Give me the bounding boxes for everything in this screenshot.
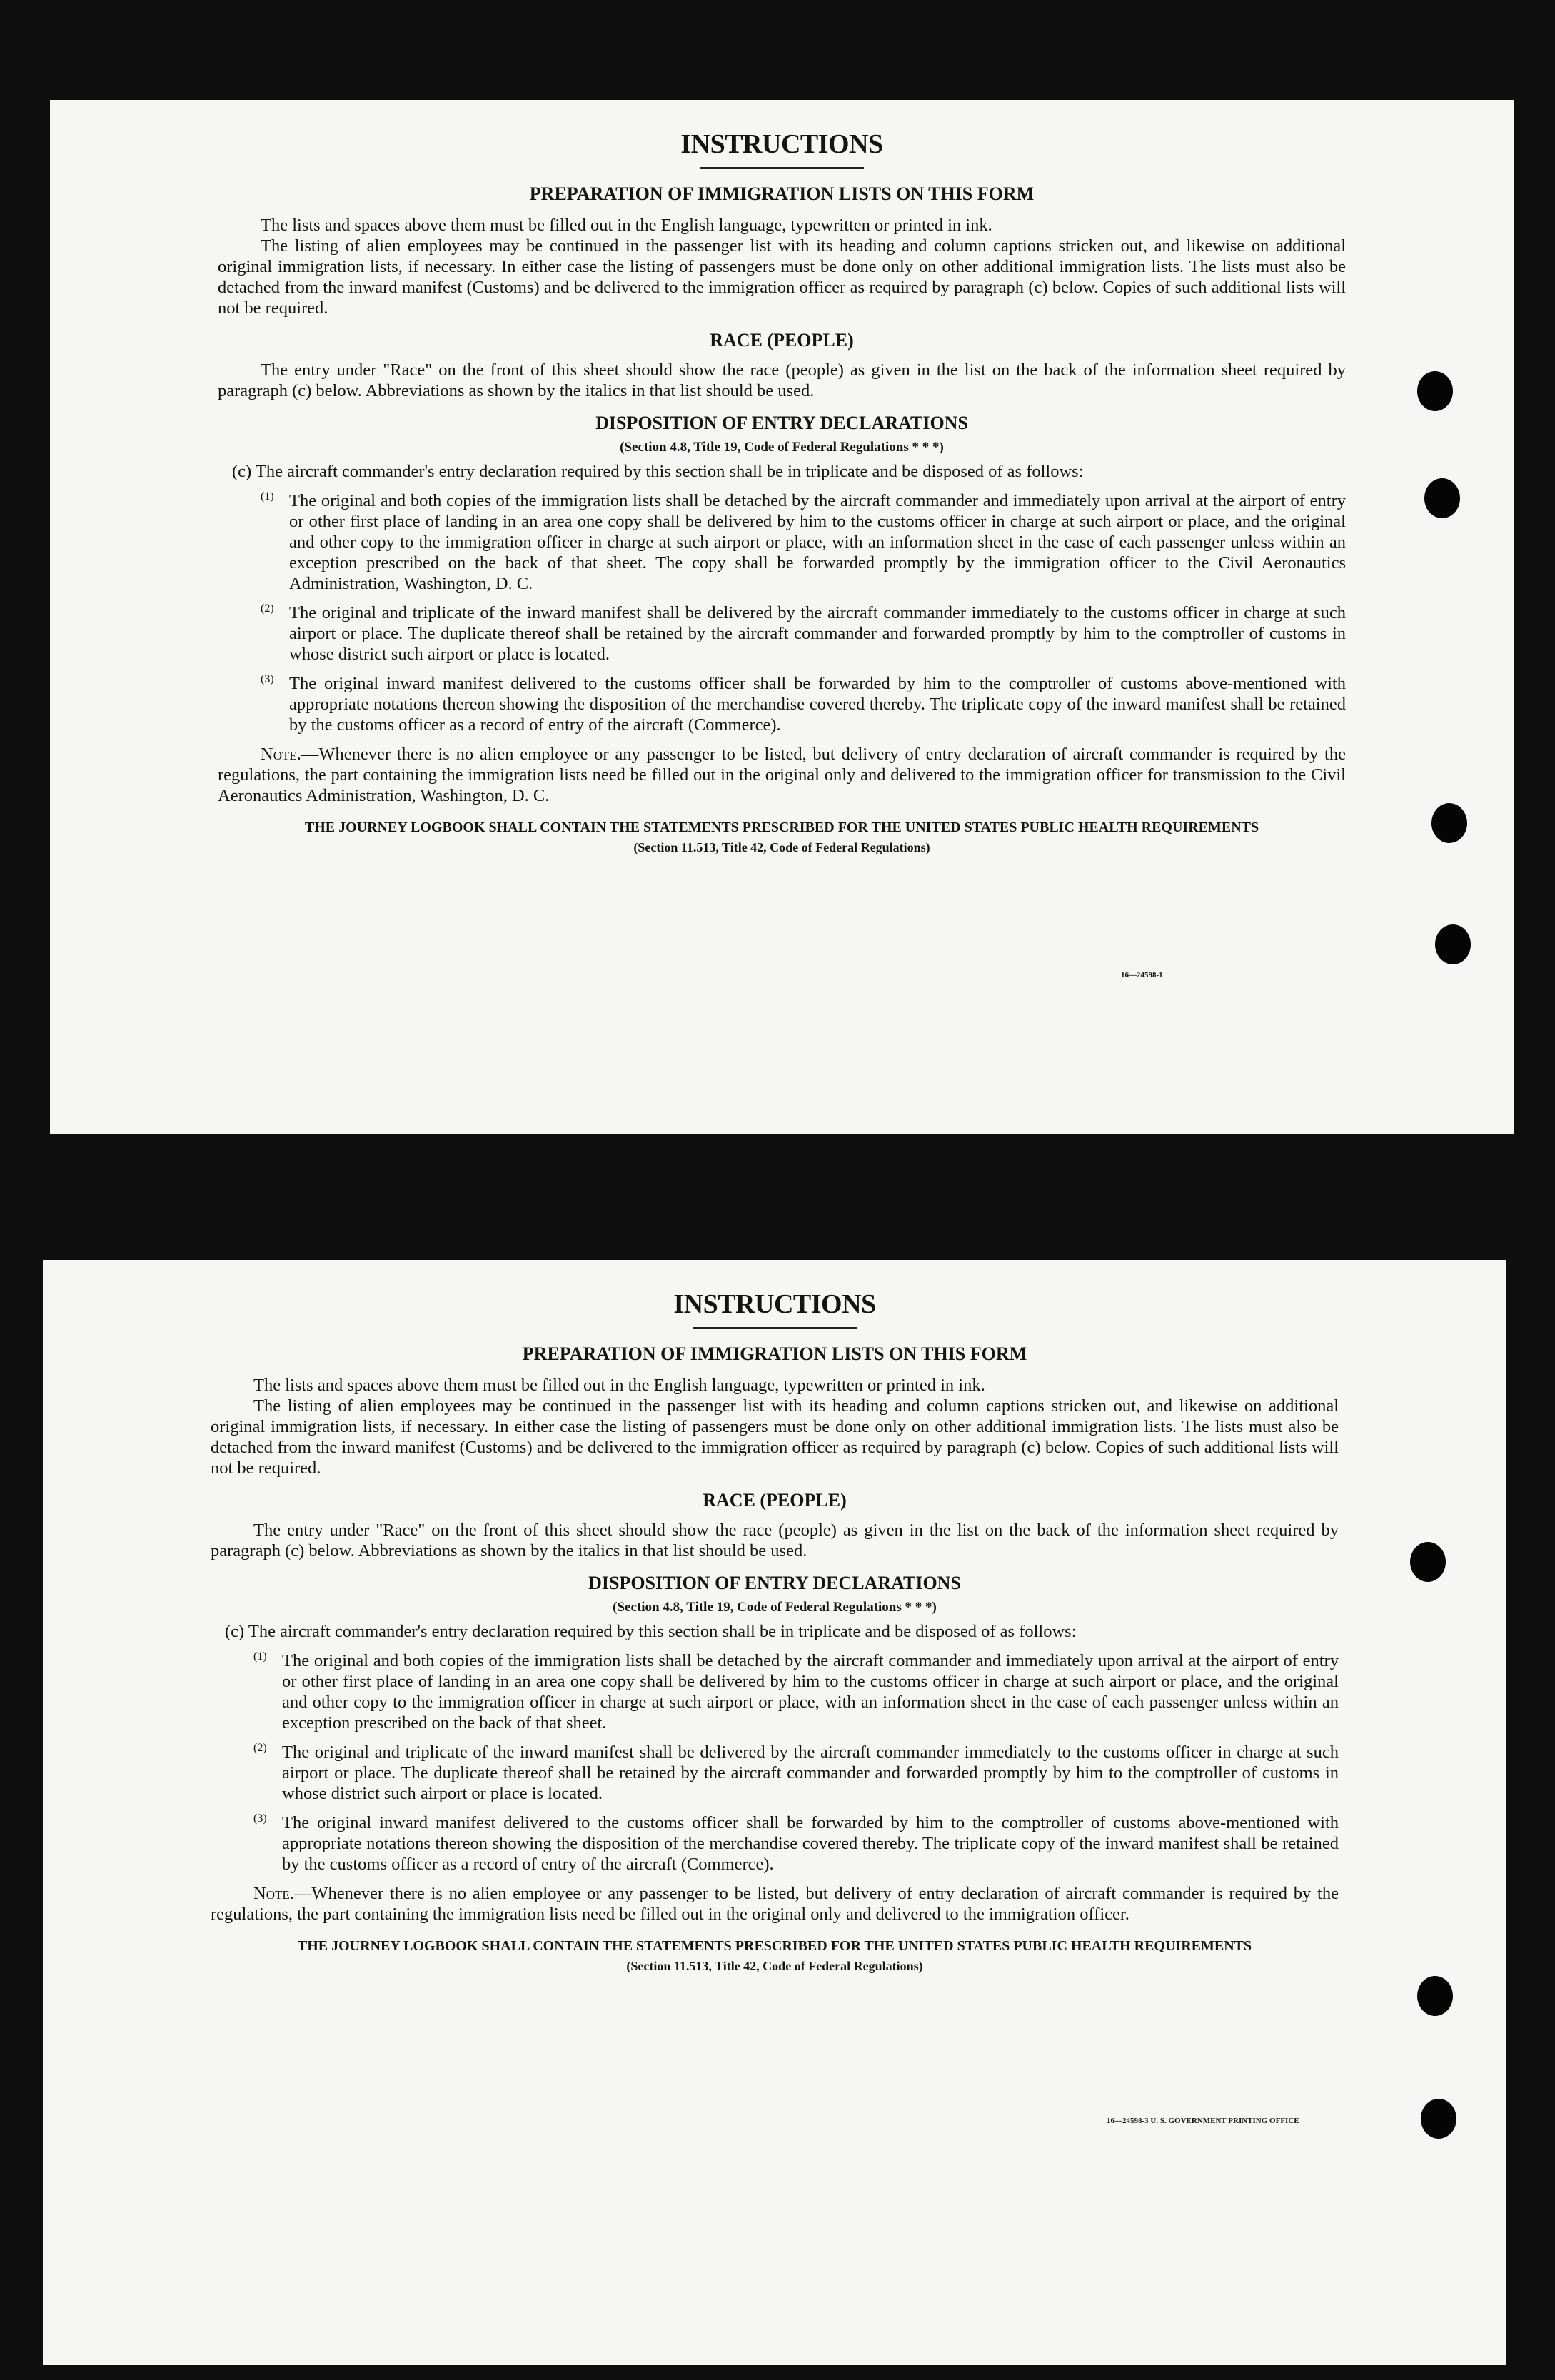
item-number: (3) — [261, 673, 274, 685]
prep-paragraph-2: The listing of alien employees may be continued in the passenger list with its heading and column captions stricken out, and likewise on additional original immigration lists, if necessary. In either case the listing of passengers must be done only on other additional immigration lists. The lists must also be detached from the inward manifest (Customs) and be delivered to the immigration officer as required by paragraph (c) below. Copies of such additional lists will not be required. — [218, 236, 1346, 318]
journey-statement: THE JOURNEY LOGBOOK SHALL CONTAIN THE STATEMENTS PRESCRIBED FOR THE UNITED STATES PUBLIC HEALTH REQUIREMENTS — [304, 820, 1259, 835]
note-paragraph — [218, 744, 1346, 806]
journey-section-ref: (Section 11.513, Title 42, Code of Federal Regulations) — [626, 1959, 923, 1973]
body-column — [218, 183, 1346, 806]
journey-section-ref: (Section 11.513, Title 42, Code of Federal Regulations) — [633, 840, 930, 854]
item-number: (2) — [261, 602, 274, 615]
item-number: (1) — [253, 1650, 267, 1663]
sheet-content — [43, 1289, 1506, 1976]
disposition-section-ref: (Section 4.8, Title 19, Code of Federal Regulations * * *) — [613, 1600, 937, 1615]
disposition-item-2 — [218, 602, 1346, 665]
instruction-sheet-bottom — [43, 1260, 1506, 2365]
body-column — [211, 1343, 1339, 1925]
punch-hole — [1410, 1542, 1446, 1582]
punch-hole — [1435, 924, 1471, 964]
race-paragraph: The entry under "Race" on the front of this sheet should show the race (people) as given in the list on the back of the information sheet required by paragraph (c) below. Abbreviations as shown by the italics in that list should be used. — [218, 360, 1346, 400]
disposition-intro: (c) The aircraft commander's entry declaration required by this section shall be in triplicate and be disposed of as follows: — [225, 1622, 1077, 1641]
journey-block — [193, 1936, 1357, 1976]
form-number: 16—24598-1 — [1121, 971, 1163, 979]
punch-hole — [1417, 371, 1453, 411]
race-heading: RACE (PEOPLE) — [703, 1490, 847, 1511]
punch-hole — [1417, 1976, 1453, 2016]
prep-paragraph-2: The listing of alien employees may be continued in the passenger list with its heading and column captions stricken out, and likewise on additional original immigration lists, if necessary. In either case the listing of passengers must be done only on other additional immigration lists. The lists must also be detached from the inward manifest (Customs) and be delivered to the immigration officer as required by paragraph (c) below. Copies of such additional lists will not be required. — [211, 1396, 1339, 1478]
punch-hole — [1431, 803, 1467, 843]
prep-paragraph-1: The lists and spaces above them must be filled out in the English language, typewritten or printed in ink. — [261, 216, 992, 235]
title-rule — [700, 167, 864, 169]
item-number: (3) — [253, 1812, 267, 1825]
prep-paragraph-1: The lists and spaces above them must be filled out in the English language, typewritten or printed in ink. — [253, 1376, 985, 1395]
item-text: The original and both copies of the immigration lists shall be detached by the aircraft commander and immediately upon arrival at the airport of entry or other first place of landing in an area one copy shall be delivered by him to the customs officer in charge at such airport or place, and the original and other copy to the immigration officer in charge at such airport or place, with an information sheet in the case of each passenger unless within an exception prescribed on the back of that sheet. — [282, 1651, 1339, 1733]
disposition-item-1 — [218, 490, 1346, 594]
disposition-item-2 — [211, 1742, 1339, 1804]
disposition-heading: DISPOSITION OF ENTRY DECLARATIONS — [595, 413, 968, 433]
item-text: The original and both copies of the immigration lists shall be detached by the aircraft commander and immediately upon arrival at the airport of entry or other first place of landing in an area one copy shall be delivered by him to the customs officer in charge at such airport or place, and the original and other copy to the immigration officer in charge at such airport or place, with an information sheet in the case of each passenger unless within an exception prescribed on the back of that sheet. The copy shall be forwarded promptly by the immigration officer to the Civil Aeronautics Administration, Washington, D. C. — [289, 491, 1346, 593]
item-number: (1) — [261, 490, 274, 503]
sheet-title: INSTRUCTIONS — [680, 129, 883, 159]
punch-hole — [1421, 2099, 1456, 2139]
prep-heading: PREPARATION OF IMMIGRATION LISTS ON THIS FORM — [522, 1343, 1027, 1364]
item-text: The original inward manifest delivered to the customs officer shall be forwarded by him to the comptroller of customs above-mentioned with appropriate notations thereon showing the disposition of the merchandise covered thereby. The triplicate copy of the inward manifest shall be retained by the customs officer as a record of entry of the aircraft (Commerce). — [282, 1813, 1339, 1874]
item-text: The original and triplicate of the inward manifest shall be delivered by the aircraft commander immediately to the customs officer in charge at such airport or place. The duplicate thereof shall be retained by the aircraft commander and forwarded promptly by him to the comptroller of customs in whose district such airport or place is located. — [289, 603, 1346, 664]
prep-heading: PREPARATION OF IMMIGRATION LISTS ON THIS FORM — [529, 183, 1035, 204]
journey-statement: THE JOURNEY LOGBOOK SHALL CONTAIN THE STATEMENTS PRESCRIBED FOR THE UNITED STATES PUBLIC HEALTH REQUIREMENTS — [297, 1938, 1252, 1954]
item-text: The original inward manifest delivered to the customs officer shall be forwarded by him to the comptroller of customs above-mentioned with appropriate notations thereon showing the disposition of the merchandise covered thereby. The triplicate copy of the inward manifest shall be retained by the customs officer as a record of entry of the aircraft (Commerce). — [289, 674, 1346, 735]
note-paragraph — [211, 1883, 1339, 1925]
punch-hole — [1424, 478, 1460, 518]
disposition-item-3 — [218, 673, 1346, 735]
race-heading: RACE (PEOPLE) — [710, 330, 854, 351]
note-text: —Whenever there is no alien employee or any passenger to be listed, but delivery of entry declaration of aircraft commander is required by the regulations, the part containing the immigration lists need be filled out in the original only and delivered to the immigration officer for transmission to the Civil Aeronautics Administration, Washington, D. C. — [218, 745, 1346, 805]
note-text: —Whenever there is no alien employee or any passenger to be listed, but delivery of entry declaration of aircraft commander is required by the regulations, the part containing the immigration lists need be filled out in the original only and delivered to the immigration officer. — [211, 1884, 1339, 1924]
sheet-content — [50, 128, 1514, 857]
disposition-item-1 — [211, 1650, 1339, 1733]
sheet-title: INSTRUCTIONS — [673, 1289, 876, 1319]
disposition-section-ref: (Section 4.8, Title 19, Code of Federal Regulations * * *) — [620, 440, 944, 455]
instruction-sheet-top — [50, 100, 1514, 1134]
title-rule — [693, 1327, 857, 1329]
item-number: (2) — [253, 1742, 267, 1754]
disposition-intro: (c) The aircraft commander's entry declaration required by this section shall be in triplicate and be disposed of as follows: — [232, 462, 1084, 481]
journey-block — [200, 817, 1364, 857]
race-paragraph: The entry under "Race" on the front of this sheet should show the race (people) as given in the list on the back of the information sheet required by paragraph (c) below. Abbreviations as shown by the italics in that list should be used. — [211, 1521, 1339, 1560]
note-label: Note. — [253, 1884, 294, 1903]
note-label: Note. — [261, 745, 301, 764]
item-text: The original and triplicate of the inward manifest shall be delivered by the aircraft commander immediately to the customs officer in charge at such airport or place. The duplicate thereof shall be retained by the aircraft commander and forwarded promptly by him to the comptroller of customs in whose district such airport or place is located. — [282, 1743, 1339, 1803]
form-number: 16—24598-3 U. S. GOVERNMENT PRINTING OFFICE — [1107, 2117, 1299, 2125]
disposition-heading: DISPOSITION OF ENTRY DECLARATIONS — [588, 1573, 961, 1593]
disposition-item-3 — [211, 1812, 1339, 1875]
